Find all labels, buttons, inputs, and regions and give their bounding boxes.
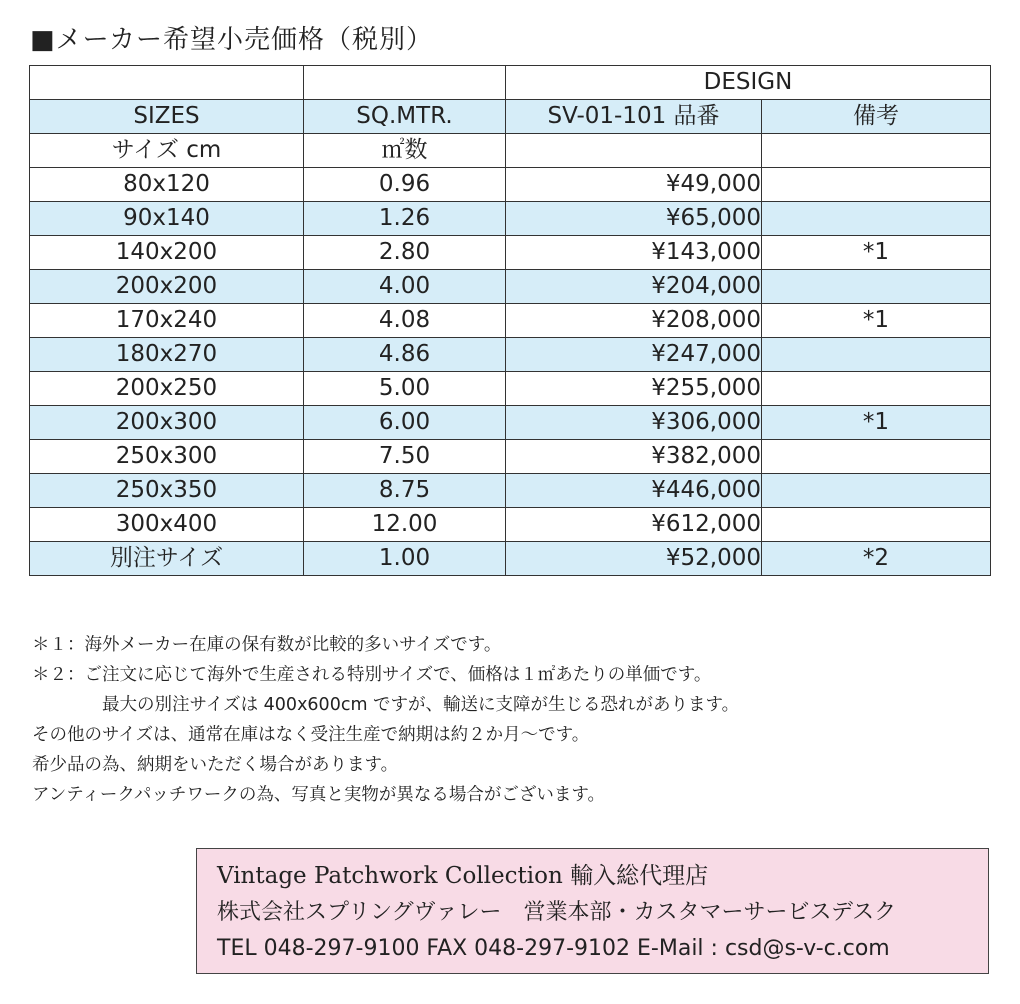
- sqm-cell: 4.00: [304, 270, 506, 304]
- sqm-cell: 4.86: [304, 338, 506, 372]
- price-cell: ¥65,000: [506, 202, 762, 236]
- note-2: ＊２：ご注文に応じて海外で生産される特別サイズで、価格は１㎡あたりの単価です。: [32, 665, 712, 685]
- price-cell: ¥143,000: [506, 236, 762, 270]
- table-row: [30, 474, 991, 508]
- price-cell: ¥49,000: [506, 168, 762, 202]
- note-4: 希少品の為、納期をいただく場合があります。: [32, 755, 399, 775]
- price-table: [29, 65, 991, 576]
- size-cell: 250x300: [30, 440, 304, 474]
- unit-blank-2: [762, 134, 991, 168]
- design-header-row: [30, 66, 991, 100]
- size-cell: 200x200: [30, 270, 304, 304]
- size-cell: 180x270: [30, 338, 304, 372]
- note-cell: [762, 338, 991, 372]
- size-cell: 200x250: [30, 372, 304, 406]
- table-row: [30, 542, 991, 576]
- table-row: [30, 406, 991, 440]
- table-row: [30, 202, 991, 236]
- note-cell: *1: [762, 304, 991, 338]
- size-cell: 300x400: [30, 508, 304, 542]
- price-cell: ¥382,000: [506, 440, 762, 474]
- sqm-cell: 6.00: [304, 406, 506, 440]
- note-1: ＊１：海外メーカー在庫の保有数が比較的多いサイズです。: [32, 635, 502, 655]
- header-product-number: SV-01-101 品番: [506, 100, 762, 134]
- header-remarks: 備考: [762, 100, 991, 134]
- note-cell: [762, 372, 991, 406]
- table-row: [30, 304, 991, 338]
- size-cell: 別注サイズ: [30, 542, 304, 576]
- size-cell: 140x200: [30, 236, 304, 270]
- note-cell: [762, 508, 991, 542]
- note-cell: [762, 168, 991, 202]
- design-header: DESIGN: [506, 66, 991, 100]
- table-row: [30, 168, 991, 202]
- sqm-cell: 0.96: [304, 168, 506, 202]
- note-cell: *1: [762, 406, 991, 440]
- sqm-cell: 1.00: [304, 542, 506, 576]
- page-title: ■メーカー希望小売価格（税別）: [30, 25, 434, 55]
- size-cell: 250x350: [30, 474, 304, 508]
- company-line: 株式会社スプリングヴァレー 営業本部・カスタマーサービスデスク: [217, 900, 897, 925]
- table-row: [30, 270, 991, 304]
- table-row: [30, 440, 991, 474]
- price-cell: ¥204,000: [506, 270, 762, 304]
- unit-size-cm: サイズ cm: [30, 134, 304, 168]
- note-2-cont: 最大の別注サイズは 400x600cm ですが、輸送に支障が生じる恐れがあります。: [102, 695, 740, 715]
- header-blank-1: [30, 66, 304, 100]
- sqm-cell: 5.00: [304, 372, 506, 406]
- sqm-cell: 4.08: [304, 304, 506, 338]
- column-header-row: [30, 100, 991, 134]
- table-row: [30, 236, 991, 270]
- note-cell: [762, 270, 991, 304]
- price-cell: ¥306,000: [506, 406, 762, 440]
- price-cell: ¥446,000: [506, 474, 762, 508]
- note-cell: *1: [762, 236, 991, 270]
- note-cell: [762, 202, 991, 236]
- price-cell: ¥208,000: [506, 304, 762, 338]
- contact-box: [196, 848, 989, 974]
- note-5: アンティークパッチワークの為、写真と実物が異なる場合がございます。: [32, 785, 605, 805]
- note-3: その他のサイズは、通常在庫はなく受注生産で納期は約２か月～です。: [32, 725, 590, 745]
- size-cell: 170x240: [30, 304, 304, 338]
- sqm-cell: 12.00: [304, 508, 506, 542]
- sqm-cell: 1.26: [304, 202, 506, 236]
- size-cell: 80x120: [30, 168, 304, 202]
- price-cell: ¥255,000: [506, 372, 762, 406]
- header-sqmtr: SQ.MTR.: [304, 100, 506, 134]
- note-cell: [762, 474, 991, 508]
- note-cell: *2: [762, 542, 991, 576]
- header-blank-2: [304, 66, 506, 100]
- notes: [32, 630, 739, 810]
- unit-sqm: ㎡数: [304, 134, 506, 168]
- contact-line: TEL 048-297-9100 FAX 048-297-9102 E-Mail : csd@s-v-c.com: [217, 936, 890, 961]
- price-cell: ¥52,000: [506, 542, 762, 576]
- table-row: [30, 372, 991, 406]
- table-row: [30, 338, 991, 372]
- price-cell: ¥247,000: [506, 338, 762, 372]
- note-cell: [762, 440, 991, 474]
- unit-blank-1: [506, 134, 762, 168]
- size-cell: 200x300: [30, 406, 304, 440]
- size-cell: 90x140: [30, 202, 304, 236]
- price-cell: ¥612,000: [506, 508, 762, 542]
- table-row: [30, 508, 991, 542]
- header-sizes: SIZES: [30, 100, 304, 134]
- sqm-cell: 2.80: [304, 236, 506, 270]
- sqm-cell: 7.50: [304, 440, 506, 474]
- sqm-cell: 8.75: [304, 474, 506, 508]
- distributor-line: Vintage Patchwork Collection 輸入総代理店: [217, 863, 709, 889]
- unit-header-row: [30, 134, 991, 168]
